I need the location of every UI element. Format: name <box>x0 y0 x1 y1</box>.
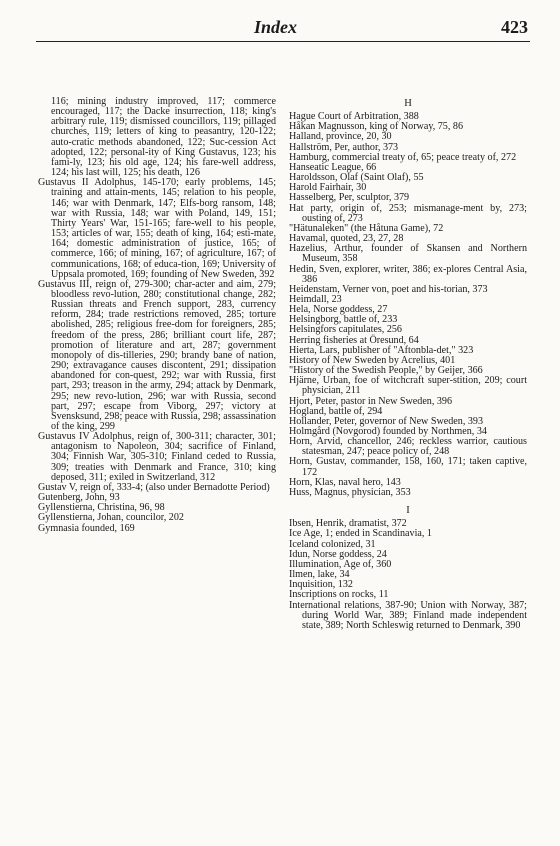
index-entry: Gyllenstierna, Johan, councilor, 202 <box>38 512 184 524</box>
index-entry: Herring fisheries at Öresund, 64 <box>289 334 419 346</box>
index-entry: Hasselberg, Per, sculptor, 379 <box>289 192 410 204</box>
index-entry: Gyllenstierna, Christina, 96, 98 <box>38 502 165 514</box>
index-entry: Hollander, Peter, governor of New Sweden, 393 <box>289 415 484 427</box>
page-header <box>36 14 530 40</box>
index-entry: Harold Fairhair, 30 <box>289 182 367 194</box>
index-entry: Hjort, Peter, pastor in New Sweden, 396 <box>289 395 453 407</box>
index-entry: Heimdall, 23 <box>289 293 342 305</box>
index-entry: Hierta, Lars, publisher of "Aftonbla-det," 323 <box>289 344 474 356</box>
index-entry: 116; mining industry improved, 117; commerce encouraged, 117; the Dacke insurrection, 118; king's arbitrary rule, 119; dismissed councillors, 119; pillaged churches, 119; letters of king to peasantry, 120-122; auto-cratic methods abandoned, 122; Suc-cession Act adopted, 122; personal-ity of King Gustavus, 123; his fami-ly, 123; his old age, 124; his fare-well address, 124; his last will, 125; his death, 126 <box>51 96 276 179</box>
index-entry: Ice Age, 1; ended in Scandinavia, 1 <box>289 528 432 540</box>
index-entry: Helsingborg, battle of, 233 <box>289 314 398 326</box>
index-entry: International relations, 387-90; Union with Norway, 387; during World War, 389; Finland made independent state, 389; North Schleswig returned to Denmark, 390 <box>289 599 527 631</box>
index-entry: Gustav V, reign of, 333-4; (also under Bernadotte Period) <box>38 481 270 493</box>
index-entry: Heidenstam, Verner von, poet and his-torian, 373 <box>289 283 488 295</box>
index-entry: Havamal, quoted, 23, 27, 28 <box>289 233 404 245</box>
index-column-left <box>38 97 276 534</box>
index-entry: Inquisition, 132 <box>289 579 353 591</box>
index-column-right <box>289 97 527 631</box>
index-entry: Hazelius, Arthur, founder of Skansen and Northern Museum, 358 <box>289 243 527 265</box>
index-entry: Hat party, origin of, 253; mismanage-ment by, 273; ousting of, 273 <box>289 202 527 224</box>
header-rule <box>36 41 530 42</box>
index-entry: Helsingfors capitulates, 256 <box>289 324 402 336</box>
index-entry: History of New Sweden by Acrelius, 401 <box>289 354 456 366</box>
running-title: Index <box>254 17 298 37</box>
index-entry: Haroldsson, Olaf (Saint Olaf), 55 <box>289 172 424 184</box>
index-entry: Hjärne, Urban, foe of witchcraft super-stition, 209; court physician, 211 <box>289 375 527 397</box>
index-entry: Hanseatic League, 66 <box>289 161 377 173</box>
index-entry: Halland, province, 20, 30 <box>289 131 392 143</box>
index-entry: Hamburg, commercial treaty of, 65; peace treaty of, 272 <box>289 151 517 163</box>
index-entry: Hallström, Per, author, 373 <box>289 141 399 153</box>
index-entry: Gymnasia founded, 169 <box>38 522 135 534</box>
page-number: 423 <box>501 17 528 37</box>
index-entry: Iceland colonized, 31 <box>289 538 376 550</box>
index-entry: Horn, Klas, naval hero, 143 <box>289 476 401 488</box>
section-letter-i: I <box>406 505 410 517</box>
index-entry: Gustavus III, reign of, 279-300; char-acter and aim, 279; bloodless revo-lution, 280; constitutional change, 282; Russian threats and French support, 283, currency reform, 284; trade restrictions removed, 285; torture abolished, 285; religious free-dom for foreigners, 285; freedom of the press, 286; brilliant court life, 287; promotion of literature and art, 287; government monopoly of dis-tilleries, 290; brandy bane of nation, 290; extravagance causes discontent, 291; dissipation abandoned for con-quest, 292; war with Russia, first part, 293; treason in the army, 294; attack by Denmark, 295; new revo-lution, 296; war with Russia, second part, 297; escape from Viborg, 297; victory at Svensksund, 298; peace with Russia, 298; assassination of the king, 299 <box>38 278 276 432</box>
index-entry: Hedin, Sven, explorer, writer, 386; ex-plores Central Asia, 386 <box>289 263 527 285</box>
index-entry: Horn, Arvid, chancellor, 246; reckless warrior, cautious statesman, 247; peace policy of, 248 <box>289 436 527 458</box>
index-entry: "Hätunaleken" (the Håtuna Game), 72 <box>289 222 444 234</box>
index-entry: Hogland, battle of, 294 <box>289 405 383 417</box>
index-entry: "History of the Swedish People," by Geijer, 366 <box>289 365 483 377</box>
index-entry: Huss, Magnus, physician, 353 <box>289 486 411 498</box>
index-entry: Inscriptions on rocks, 11 <box>289 589 389 601</box>
index-entry: Idun, Norse goddess, 24 <box>289 548 387 560</box>
index-entry: Holmgård (Novgorod) founded by Northmen, 34 <box>289 426 487 437</box>
index-entry: Hague Court of Arbitration, 388 <box>289 111 419 123</box>
index-entry: Gustavus IV Adolphus, reign of, 300-311; character, 301; antagonism to Napoleon, 304; sacrifice of Finland, 304; Finnish War, 305-310; Finland ceded to Russia, 309; treaties with Denmark and France, 310; king deposed, 311; exiled in Switzerland, 312 <box>38 431 276 483</box>
index-entry: Gustavus II Adolphus, 145-170; early problems, 145; training and attain-ments, 145; relation to his people, 146; war with Denmark, 147; Elfs-borg ransom, 148; war with Russia, 148; war with Poland, 149, 151; Thirty Years' War, 151-165; fare-well to his people, 153; articles of war, 155; death of king, 164; esti-mate, 164; domestic administration of justice, 165; of commerce, 166; of mining, 167; of agriculture, 167; of communications, 168; of educa-tion, 169; University of Uppsala promoted, 169; founding of New Sweden, 392 <box>38 177 276 280</box>
index-entry: Illumination, Age of, 360 <box>289 558 392 570</box>
index-entry: Horn, Gustav, commander, 158, 160, 171; taken captive, 172 <box>289 456 527 478</box>
index-entry: Ilmen, lake, 34 <box>289 569 350 581</box>
index-entry: Håkan Magnusson, king of Norway, 75, 86 <box>289 121 463 133</box>
index-entry: Ibsen, Henrik, dramatist, 372 <box>289 518 407 530</box>
section-letter-h: H <box>404 98 412 109</box>
index-entry: Gutenberg, John, 93 <box>38 492 120 504</box>
index-entry: Hela, Norse goddess, 27 <box>289 304 388 316</box>
